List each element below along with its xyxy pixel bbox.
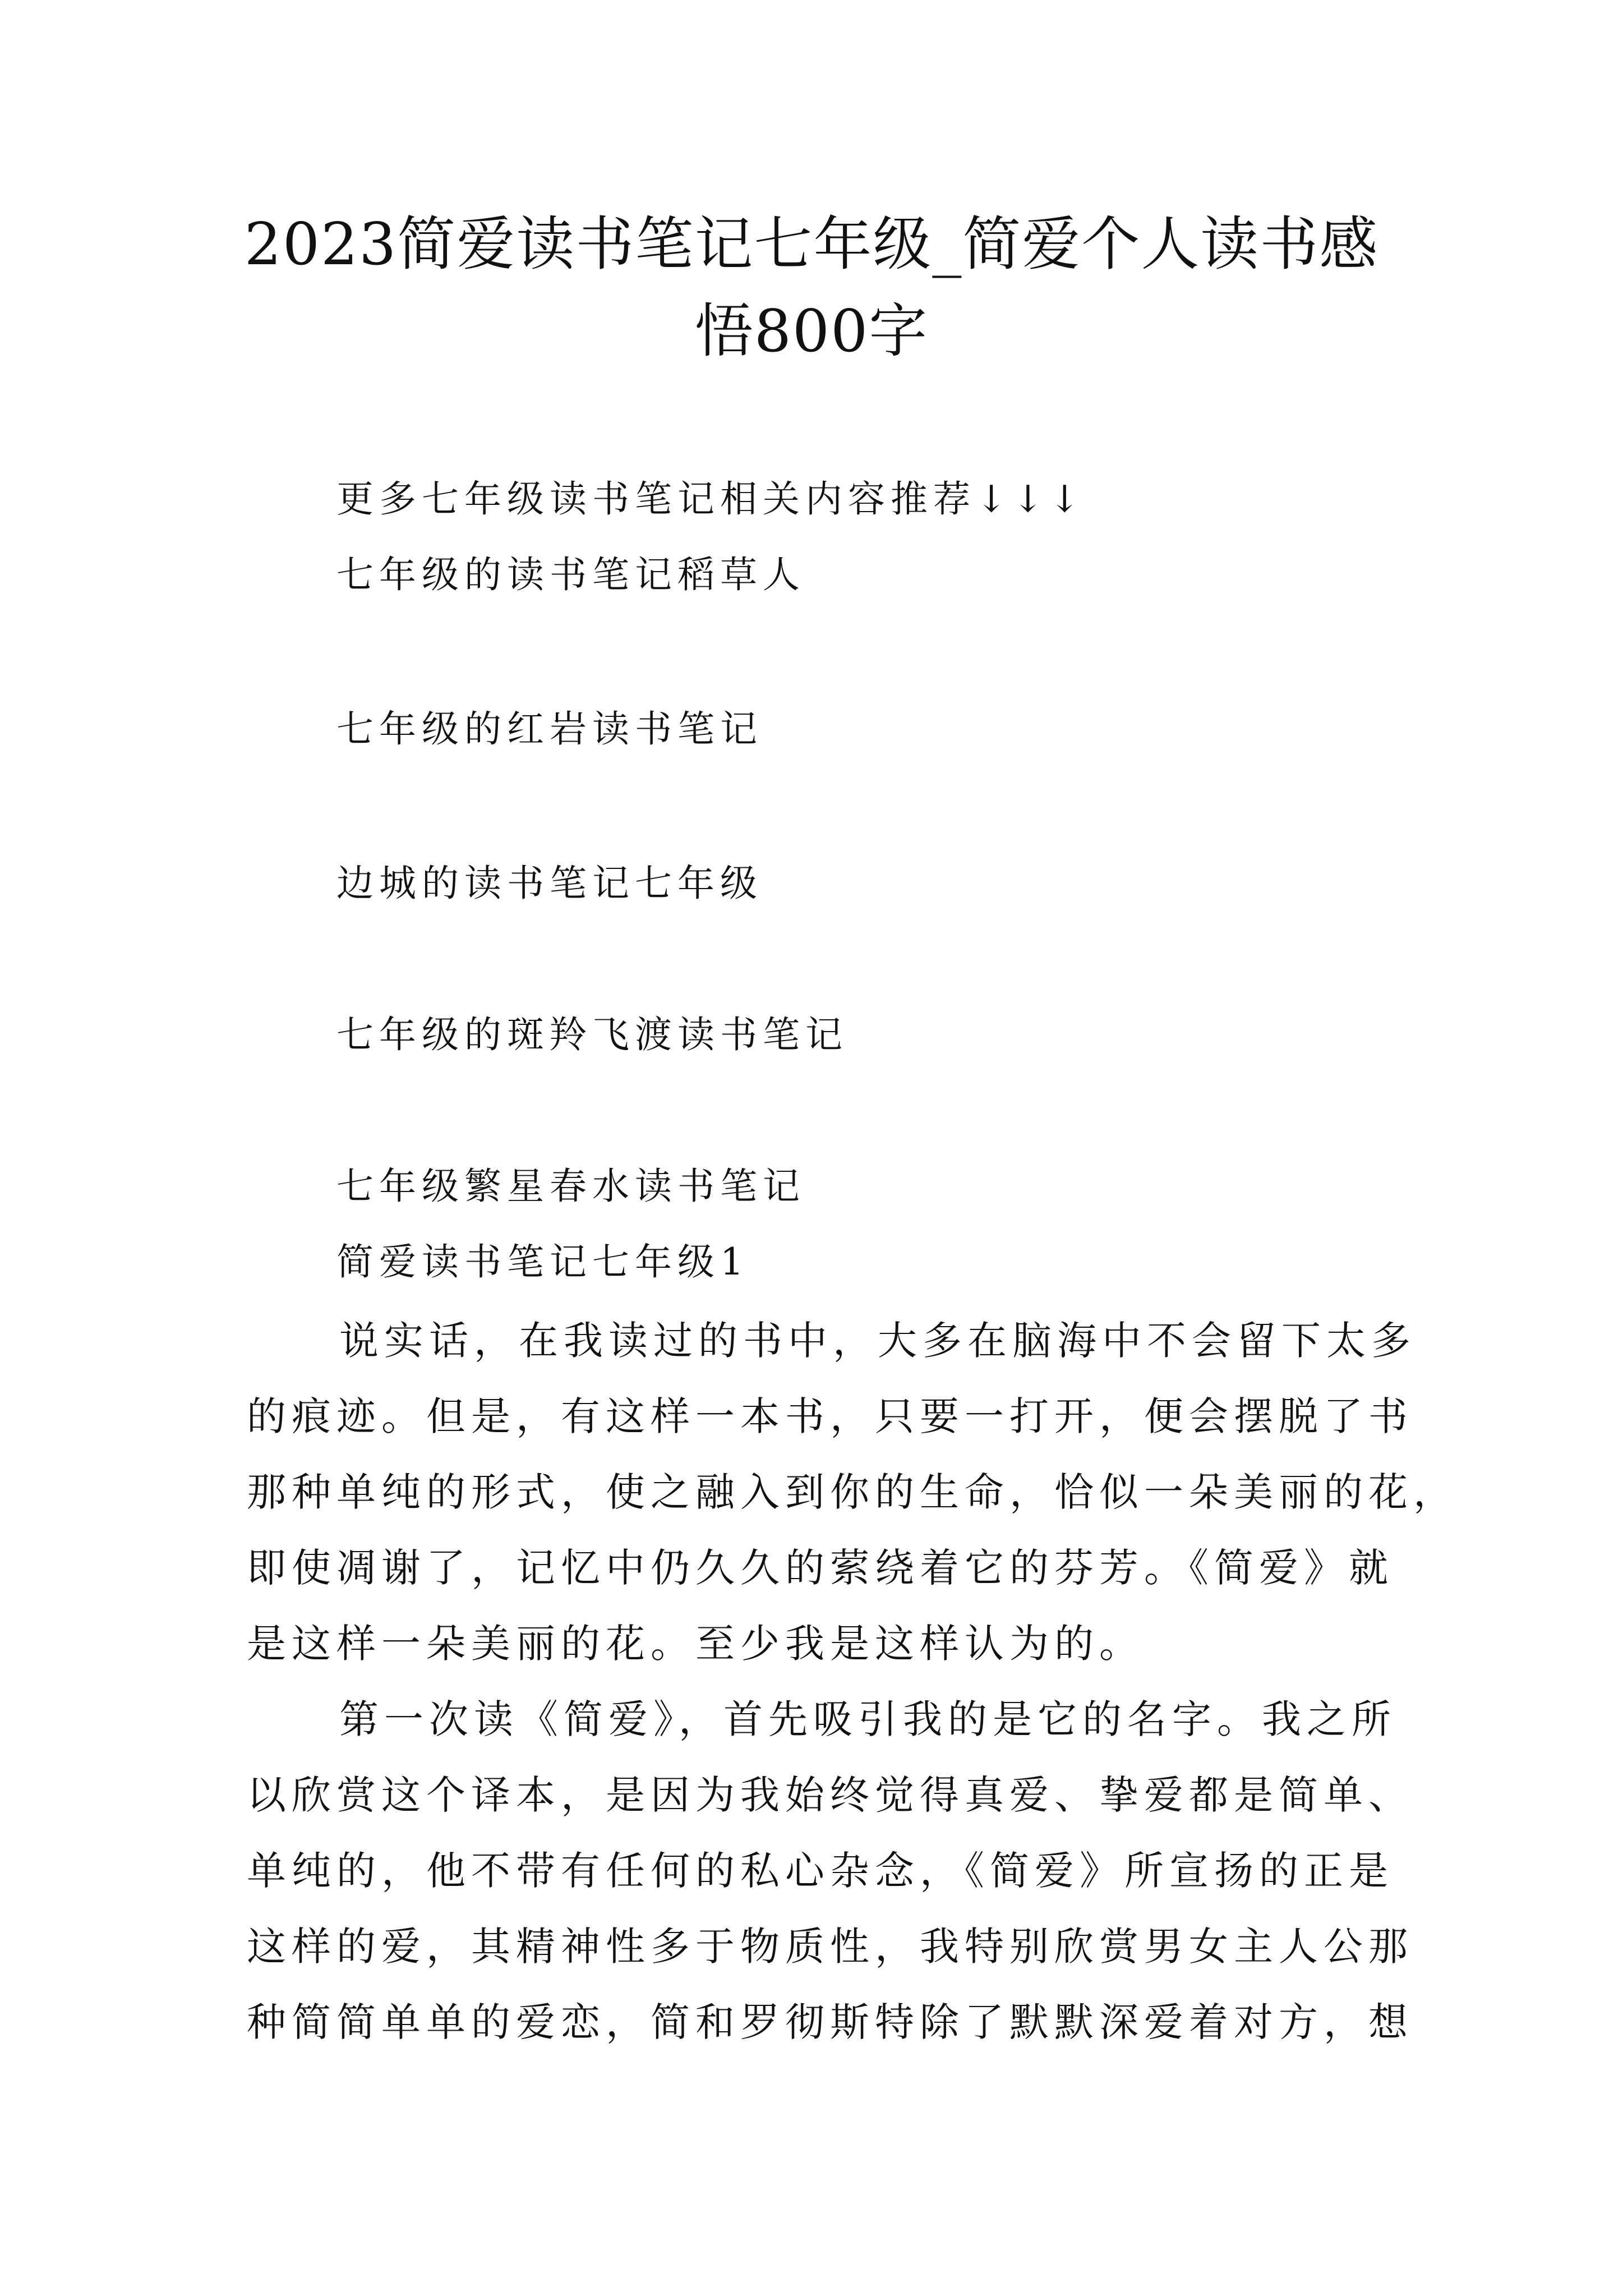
recommend-link-3[interactable]: 边城的读书笔记七年级	[336, 862, 763, 905]
paragraph-line: 种简简单单的爱恋，简和罗彻斯特除了默默深爱着对方，想	[247, 1999, 1413, 2045]
recommend-link-1[interactable]: 七年级的读书笔记稻草人	[336, 553, 805, 596]
paragraph-line: 说实话，在我读过的书中，大多在脑海中不会留下太多	[339, 1318, 1416, 1364]
section-heading: 简爱读书笔记七年级1	[336, 1240, 749, 1283]
recommend-link-2[interactable]: 七年级的红岩读书笔记	[336, 707, 763, 751]
paragraph-line: 即使凋谢了，记忆中仍久久的萦绕着它的芬芳。《简爱》就	[247, 1545, 1394, 1591]
paragraph-line: 以欣赏这个译本，是因为我始终觉得真爱、挚爱都是简单、	[247, 1772, 1413, 1818]
paragraph-line: 单纯的，他不带有任何的私心杂念，《简爱》所宣扬的正是	[247, 1848, 1394, 1894]
paragraph-line: 那种单纯的形式，使之融入到你的生命，恰似一朵美丽的花，	[247, 1469, 1458, 1515]
document-title-line-1: 2023简爱读书笔记七年级_简爱个人读书感	[244, 210, 1379, 278]
recommend-header: 更多七年级读书笔记相关内容推荐↓↓↓	[336, 477, 1086, 521]
paragraph-line: 的痕迹。但是，有这样一本书，只要一打开，便会摆脱了书	[247, 1393, 1413, 1439]
paragraph-line: 这样的爱，其精神性多于物质性，我特别欣赏男女主人公那	[247, 1924, 1413, 1970]
recommend-link-4[interactable]: 七年级的斑羚飞渡读书笔记	[336, 1013, 848, 1056]
document-title-line-2: 悟800字	[694, 297, 929, 365]
paragraph-line: 第一次读《简爱》，首先吸引我的是它的名字。我之所	[339, 1696, 1396, 1742]
paragraph-1	[247, 1315, 1458, 1669]
recommend-link-5[interactable]: 七年级繁星春水读书笔记	[336, 1165, 805, 1208]
paragraph-line: 是这样一朵美丽的花。至少我是这样认为的。	[247, 1621, 1144, 1667]
paragraph-2	[247, 1694, 1413, 2047]
